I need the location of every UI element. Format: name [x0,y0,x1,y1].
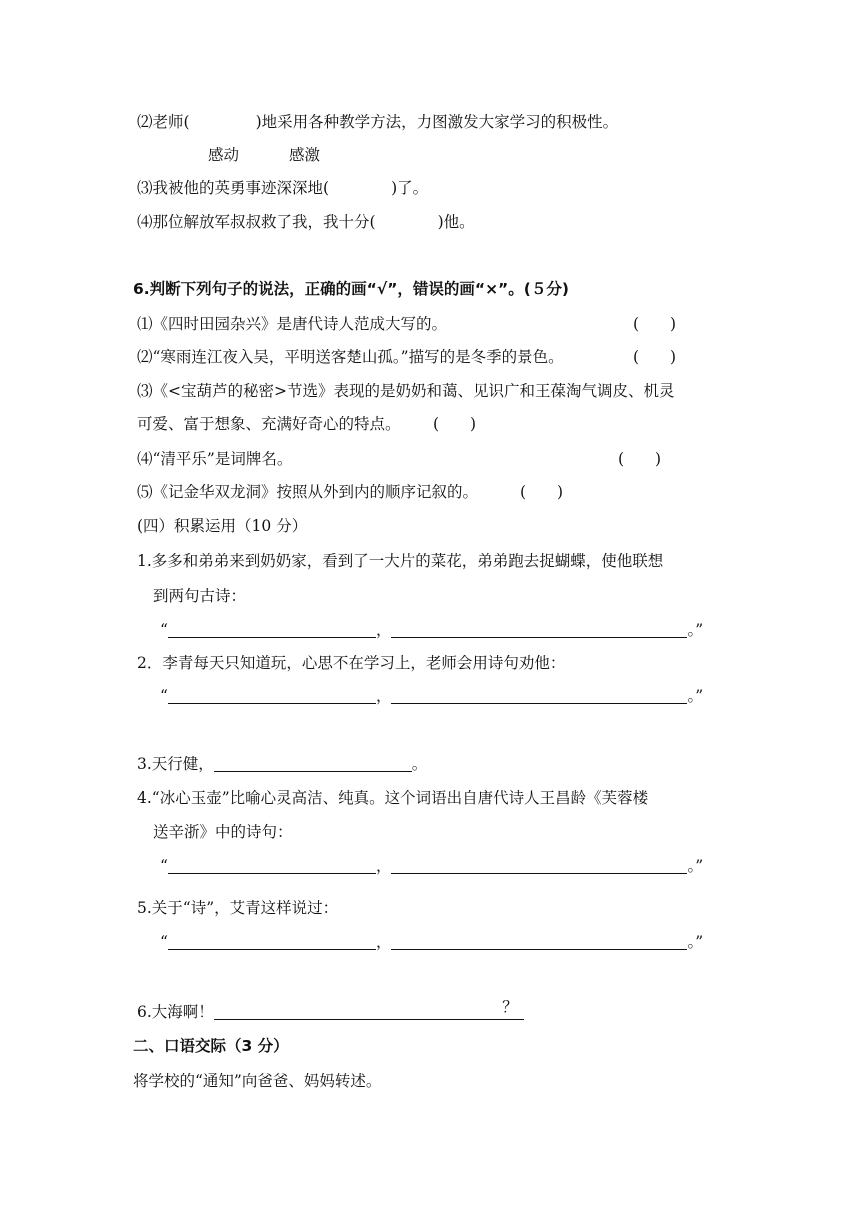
q6-blank[interactable]: ？ [214,1002,524,1020]
q1-blank-2[interactable] [391,620,687,638]
judge-bracket-1[interactable]: ( ) [633,315,677,333]
judge-section-title: 6.判断下列句子的说法，正确的画“√”，错误的画“×”。(５分) [133,280,569,298]
fill-item-2: ⑵老师( )地采用各种教学方法，力图激发大家学习的积极性。 [137,113,619,131]
judge-bracket-2[interactable]: ( ) [633,348,677,366]
q4-blank-2[interactable] [391,856,687,874]
q2-answer-line: “ ， 。” [160,687,704,705]
q3-blank[interactable] [214,754,412,772]
judge-item-2: ⑵“寒雨连江夜入吴，平明送客楚山孤。”描写的是冬季的景色。 [137,348,564,366]
oral-section-title: 二、口语交际（3 分） [133,1037,289,1055]
judge-item-3-line2: 可爱、富于想象、充满好奇心的特点。 [137,415,401,433]
fill-item-4: ⑷那位解放军叔叔救了我，我十分( )他。 [137,213,475,231]
q1-line1: 1.多多和弟弟来到奶奶家，看到了一大片的菜花，弟弟跑去捉蝴蝶，使他联想 [137,552,664,570]
judge-item-1: ⑴《四时田园杂兴》是唐代诗人范成大写的。 [137,315,448,333]
word-choice-1: 感动 [208,146,240,164]
q5-text: 5.关于“诗”，艾青这样说过： [137,899,339,917]
accumulation-title: (四）积累运用（10 分） [137,517,308,535]
q3-line: 3.天行健， 。 [137,755,428,773]
word-choice-2: 感激 [289,146,321,164]
q2-text: 2．李青每天只知道玩，心思不在学习上，老师会用诗句劝他： [137,654,566,672]
judge-bracket-3[interactable]: ( ) [433,415,477,433]
word-choices [208,145,320,165]
fill-item-3: ⑶我被他的英勇事迹深深地( )了。 [137,179,429,197]
judge-bracket-4[interactable]: ( ) [618,450,662,468]
q2-blank-2[interactable] [391,686,687,704]
oral-section-text: 将学校的“通知”向爸爸、妈妈转述。 [133,1072,382,1090]
judge-item-5: ⑸《记金华双龙洞》按照从外到内的顺序记叙的。 [137,483,479,501]
q4-line1: 4.“冰心玉壶”比喻心灵高洁、纯真。这个词语出自唐代诗人王昌龄《芙蓉楼 [137,789,649,807]
q5-answer-line: “ ， 。” [160,933,704,951]
q2-blank-1[interactable] [168,686,376,704]
judge-item-3-line1: ⑶《<宝葫芦的秘密>节选》表现的是奶奶和蔼、见识广和王葆淘气调皮、机灵 [137,382,675,400]
q1-answer-line: “ ， 。” [160,621,704,639]
judge-item-4: ⑷“清平乐”是词牌名。 [137,450,293,468]
q1-line2: 到两句古诗： [153,587,247,605]
q5-blank-2[interactable] [391,932,687,950]
judge-bracket-5[interactable]: ( ) [520,483,564,501]
q4-line2: 送辛浙》中的诗句： [153,823,293,841]
q1-blank-1[interactable] [168,620,376,638]
q4-blank-1[interactable] [168,856,376,874]
q6-line: 6.大海啊！ ？ [137,1002,524,1022]
q5-blank-1[interactable] [168,932,376,950]
q4-answer-line: “ ， 。” [160,857,704,875]
